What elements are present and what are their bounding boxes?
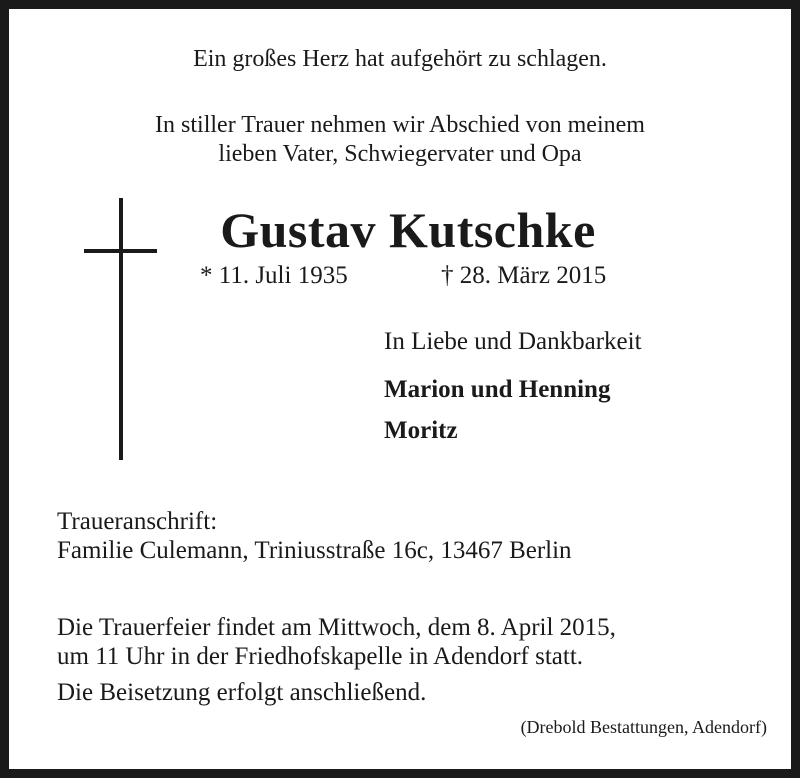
- undertaker-credit: (Drebold Bestattungen, Adendorf): [520, 717, 767, 737]
- address-value: Familie Culemann, Triniusstraße 16c, 13467 Berlin: [57, 537, 572, 564]
- farewell-line-2: lieben Vater, Schwiegervater und Opa: [218, 141, 582, 167]
- mourners-line-2: Moritz: [384, 417, 458, 444]
- address-label: Traueranschrift:: [57, 508, 218, 535]
- service-line-1: Die Trauerfeier findet am Mittwoch, dem 8. April 2015,: [57, 614, 616, 641]
- farewell-line-1: In stiller Trauer nehmen wir Abschied von meinem: [155, 112, 645, 138]
- burial-line: Die Beisetzung erfolgt anschließend.: [57, 679, 427, 706]
- death-date: † 28. März 2015: [441, 262, 607, 289]
- mourners-line-1: Marion und Henning: [384, 376, 611, 403]
- deceased-name: Gustav Kutschke: [220, 202, 596, 258]
- dedication: In Liebe und Dankbarkeit: [384, 328, 642, 355]
- service-line-2: um 11 Uhr in der Friedhofskapelle in Adendorf statt.: [57, 643, 584, 670]
- opening-line: Ein großes Herz hat aufgehört zu schlagen.: [193, 46, 607, 72]
- birth-date: * 11. Juli 1935: [200, 262, 348, 289]
